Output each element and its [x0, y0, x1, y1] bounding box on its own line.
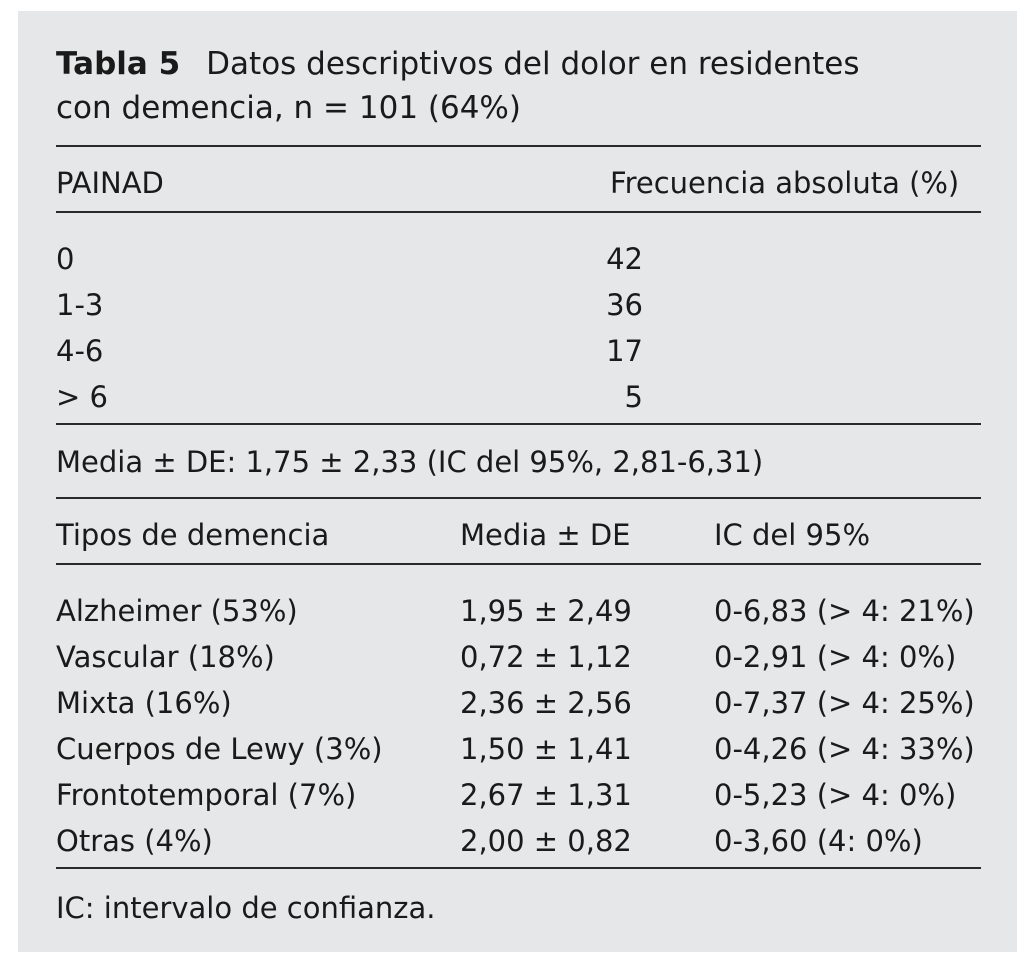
painad-row-value: 36 [606, 288, 643, 322]
painad-row-value: 17 [606, 334, 643, 368]
mean-sd-header: Media ± DE [460, 518, 631, 552]
dementia-ci: 0-4,26 (> 4: 33%) [714, 732, 975, 766]
dementia-type: Otras (4%) [56, 824, 213, 858]
painad-header: PAINAD [56, 166, 164, 200]
painad-summary: Media ± DE: 1,75 ± 2,33 (IC del 95%, 2,81-6,31) [56, 445, 764, 479]
rule-summary [56, 423, 981, 425]
dementia-type: Mixta (16%) [56, 686, 232, 720]
footnote: IC: intervalo de confianza. [56, 891, 436, 925]
frequency-header: Frecuencia absoluta (%) [610, 166, 960, 200]
dementia-type-header: Tipos de demencia [56, 518, 330, 552]
dementia-mean-sd: 1,50 ± 1,41 [460, 732, 632, 766]
dementia-mean-sd: 2,36 ± 2,56 [460, 686, 632, 720]
painad-row-label: > 6 [56, 380, 108, 414]
dementia-mean-sd: 1,95 ± 2,49 [460, 594, 632, 628]
painad-row-label: 4-6 [56, 334, 104, 368]
painad-row-label: 0 [56, 242, 75, 276]
dementia-type: Vascular (18%) [56, 640, 275, 674]
dementia-mean-sd: 2,00 ± 0,82 [460, 824, 632, 858]
ci-header: IC del 95% [714, 518, 871, 552]
dementia-ci: 0-2,91 (> 4: 0%) [714, 640, 957, 674]
dementia-type: Frontotemporal (7%) [56, 778, 357, 812]
table-title-text: Datos descriptivos del dolor en residentes [206, 46, 860, 82]
dementia-ci: 0-7,37 (> 4: 25%) [714, 686, 975, 720]
painad-row-label: 1-3 [56, 288, 104, 322]
rule-header1 [56, 211, 981, 213]
rule-section2 [56, 497, 981, 499]
dementia-ci: 0-5,23 (> 4: 0%) [714, 778, 957, 812]
rule-top [56, 145, 981, 147]
dementia-ci: 0-6,83 (> 4: 21%) [714, 594, 975, 628]
table-title-line1 [56, 44, 860, 84]
rule-header2 [56, 563, 981, 565]
painad-row-value: 5 [624, 380, 643, 414]
dementia-mean-sd: 2,67 ± 1,31 [460, 778, 632, 812]
table-label: Tabla 5 [56, 46, 181, 82]
dementia-type: Alzheimer (53%) [56, 594, 298, 628]
painad-row-value: 42 [606, 242, 643, 276]
dementia-type: Cuerpos de Lewy (3%) [56, 732, 383, 766]
table-title-line2: con demencia, n = 101 (64%) [56, 90, 521, 126]
dementia-mean-sd: 0,72 ± 1,12 [460, 640, 632, 674]
dementia-ci: 0-3,60 (4: 0%) [714, 824, 923, 858]
rule-bottom [56, 867, 981, 869]
